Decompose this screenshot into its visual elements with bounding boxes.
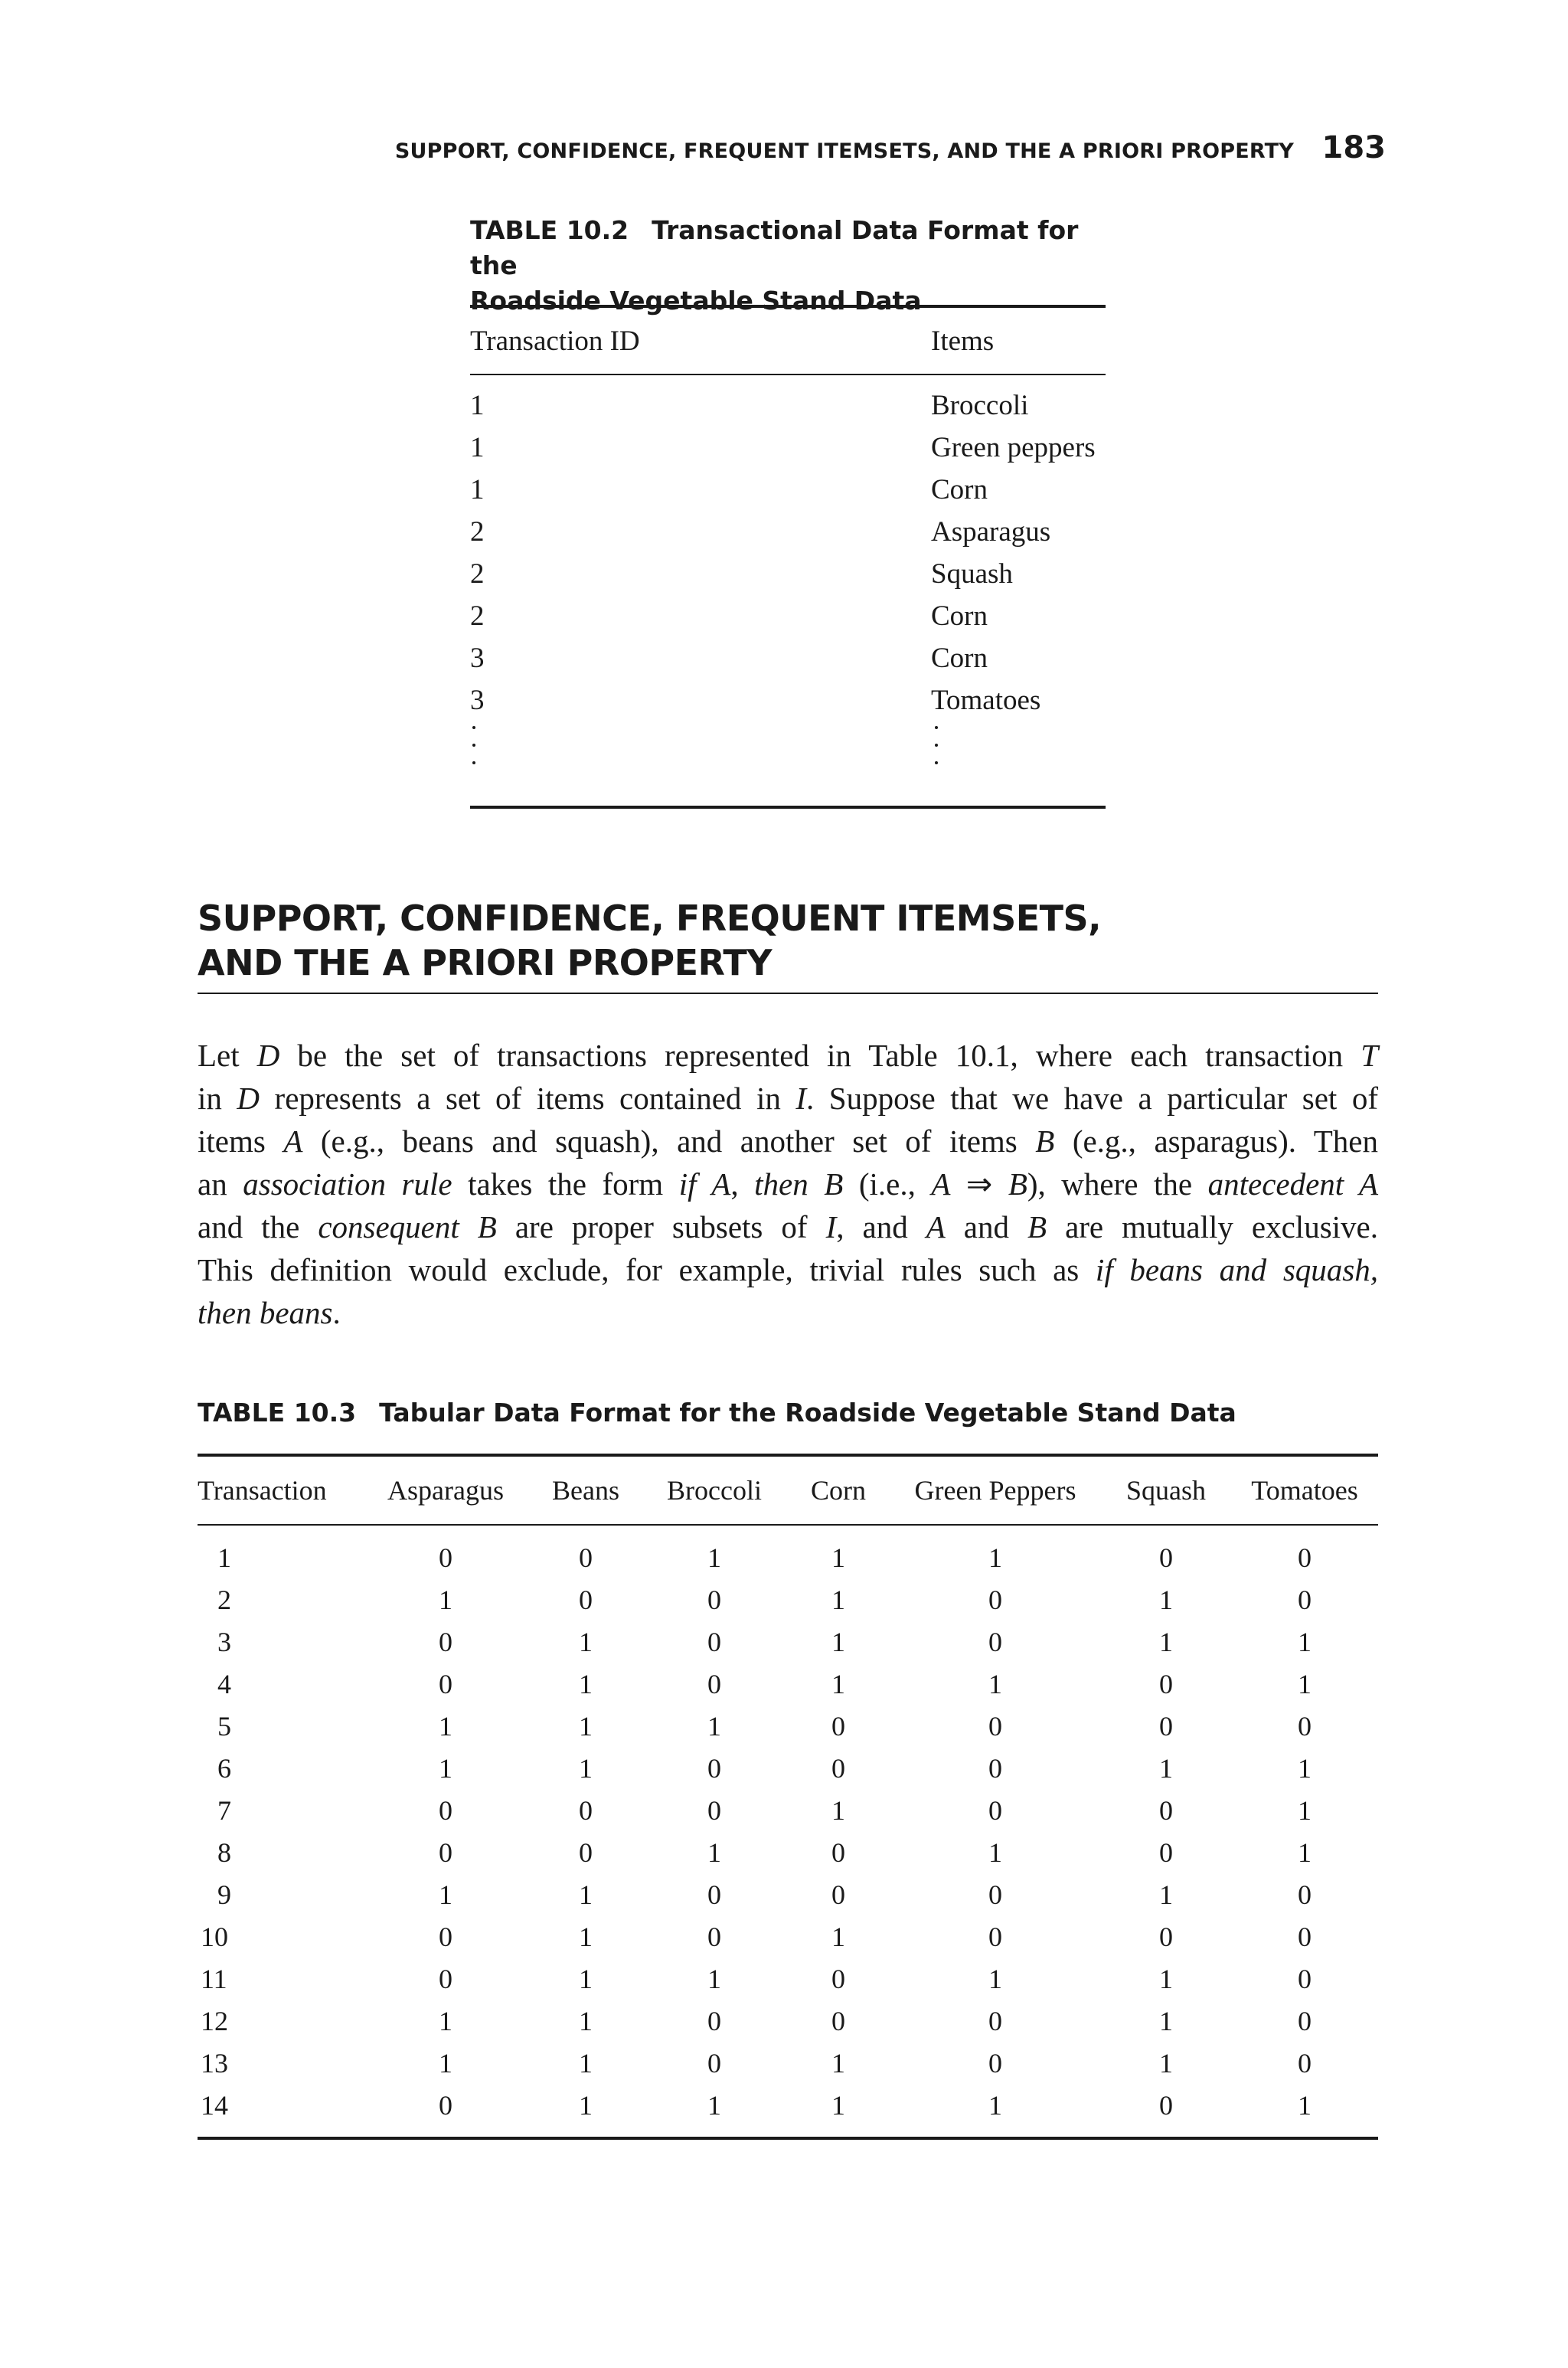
item-flag-cell: 1 — [579, 2005, 593, 2036]
section-heading-line: AND THE A PRIORI PROPERTY — [198, 942, 773, 983]
item-flag-cell: 1 — [988, 1963, 1002, 1994]
column-header: Squash — [1101, 1455, 1231, 1525]
item-flag-cell: 1 — [439, 1710, 452, 1742]
item-flag-cell: 0 — [1159, 1668, 1173, 1699]
column-header: Corn — [787, 1455, 890, 1525]
section-heading-line: SUPPORT, CONFIDENCE, FREQUENT ITEMSETS, — [198, 898, 1102, 939]
cell: Squash — [931, 558, 1013, 590]
paragraph-line: items A (e.g., beans and squash), and another set of items B (e.g., asparagus). Then — [198, 1123, 1379, 1159]
running-head — [394, 130, 1386, 176]
item-flag-cell: 0 — [707, 2047, 721, 2079]
item-flag-cell: 0 — [707, 2005, 721, 2036]
item-flag-cell: 0 — [707, 1584, 721, 1615]
transaction-id-cell: 11 — [201, 1963, 227, 1994]
table-10-2-caption — [470, 213, 1129, 319]
item-flag-cell: 0 — [1298, 1921, 1312, 1952]
item-flag-cell: 1 — [707, 1542, 721, 1573]
item-flag-cell: 0 — [579, 1584, 593, 1615]
paragraph-line: an association rule takes the form if A, then B (i.e., A ⇒ B), where the antecedent A — [198, 1166, 1379, 1202]
item-flag-cell: 1 — [1298, 1668, 1312, 1699]
table-header-row — [198, 1455, 1378, 1525]
item-flag-cell: 1 — [579, 1879, 593, 1910]
transaction-id-cell: 13 — [201, 2047, 228, 2079]
table-body — [470, 375, 1106, 806]
item-flag-cell: 1 — [831, 1626, 845, 1657]
paragraph-line: This definition would exclude, for example, trivial rules such as if beans and squash, — [198, 1252, 1378, 1287]
item-flag-cell: 0 — [439, 1963, 452, 1994]
item-flag-cell: 0 — [1159, 2089, 1173, 2121]
item-flag-cell: 1 — [988, 1668, 1002, 1699]
item-flag-cell: 0 — [579, 1542, 593, 1573]
item-flag-cell: 0 — [707, 1626, 721, 1657]
table-row — [198, 1873, 1378, 1915]
transaction-id-cell: 14 — [201, 2089, 228, 2121]
section-heading — [198, 896, 1378, 994]
item-flag-cell: 0 — [988, 1921, 1002, 1952]
item-flag-cell: 0 — [707, 1752, 721, 1784]
cell: Corn — [931, 643, 988, 674]
running-head-title: SUPPORT, CONFIDENCE, FREQUENT ITEMSETS, AND THE A PRIORI PROPERTY — [394, 139, 1294, 163]
table-header-row — [470, 308, 1106, 375]
item-flag-cell: 0 — [439, 1837, 452, 1868]
item-flag-cell: 0 — [439, 1794, 452, 1826]
item-flag-cell: 0 — [1298, 1963, 1312, 1994]
item-flag-cell: 1 — [831, 1542, 845, 1573]
transaction-id-cell: 8 — [217, 1837, 231, 1868]
table-row — [198, 1705, 1378, 1747]
item-flag-cell: 0 — [988, 1752, 1002, 1784]
cell: 2 — [470, 516, 485, 548]
item-flag-cell: 1 — [831, 1668, 845, 1699]
item-flag-cell: 1 — [707, 2089, 721, 2121]
item-flag-cell: 0 — [988, 1584, 1002, 1615]
item-flag-cell: 0 — [439, 1921, 452, 1952]
cell: Tomatoes — [931, 685, 1041, 716]
vertical-ellipsis-icon — [470, 726, 478, 764]
table-row — [470, 428, 1106, 470]
item-flag-cell: 0 — [579, 1837, 593, 1868]
cell: 2 — [470, 600, 485, 632]
table-row — [198, 2042, 1378, 2084]
transaction-id-cell: 9 — [217, 1879, 231, 1910]
item-flag-cell: 1 — [831, 1794, 845, 1826]
transaction-id-cell: 7 — [217, 1794, 231, 1826]
item-flag-cell: 1 — [439, 2005, 452, 2036]
item-flag-cell: 0 — [1159, 1542, 1173, 1573]
item-flag-cell: 1 — [1298, 1837, 1312, 1868]
table-row — [198, 2000, 1378, 2042]
transaction-id-cell: 10 — [201, 1921, 228, 1952]
item-flag-cell: 1 — [439, 1879, 452, 1910]
transaction-id-cell: 12 — [201, 2005, 228, 2036]
item-flag-cell: 0 — [1159, 1794, 1173, 1826]
item-flag-cell: 0 — [439, 2089, 452, 2121]
item-flag-cell: 0 — [1298, 2047, 1312, 2079]
table-row — [470, 597, 1106, 639]
transaction-id-cell: 4 — [217, 1668, 231, 1699]
item-flag-cell: 0 — [831, 1752, 845, 1784]
table-row — [198, 1621, 1378, 1663]
table-10-3-caption — [198, 1395, 1378, 1431]
item-flag-cell: 0 — [988, 1626, 1002, 1657]
column-header: Asparagus — [361, 1455, 530, 1525]
item-flag-cell: 1 — [707, 1963, 721, 1994]
item-flag-cell: 1 — [831, 1921, 845, 1952]
table-row — [470, 554, 1106, 597]
item-flag-cell: 1 — [1298, 1794, 1312, 1826]
item-flag-cell: 0 — [831, 1837, 845, 1868]
item-flag-cell: 1 — [579, 1626, 593, 1657]
item-flag-cell: 1 — [988, 2089, 1002, 2121]
column-header: Broccoli — [642, 1455, 787, 1525]
item-flag-cell: 1 — [988, 1542, 1002, 1573]
item-flag-cell: 0 — [1298, 2005, 1312, 2036]
item-flag-cell: 1 — [579, 2089, 593, 2121]
item-flag-cell: 1 — [831, 2047, 845, 2079]
item-flag-cell: 0 — [988, 2005, 1002, 2036]
item-flag-cell: 0 — [988, 1710, 1002, 1742]
item-flag-cell: 1 — [1298, 2089, 1312, 2121]
cell: Corn — [931, 474, 988, 505]
table-label: TABLE 10.3 — [198, 1398, 357, 1428]
table-row — [470, 512, 1106, 554]
item-flag-cell: 1 — [1159, 1626, 1173, 1657]
cell: 1 — [470, 474, 485, 505]
table-row — [198, 1747, 1378, 1789]
table-row — [470, 639, 1106, 681]
transaction-id-cell: 1 — [217, 1542, 231, 1573]
item-flag-cell: 0 — [707, 1879, 721, 1910]
cell: 3 — [470, 685, 485, 716]
item-flag-cell: 1 — [1159, 1752, 1173, 1784]
item-flag-cell: 1 — [1159, 1963, 1173, 1994]
transaction-id-cell: 3 — [217, 1626, 231, 1657]
cell: 1 — [470, 390, 485, 421]
table-row — [198, 1663, 1378, 1705]
transaction-id-cell: 2 — [217, 1584, 231, 1615]
item-flag-cell: 0 — [988, 1794, 1002, 1826]
table-row — [198, 1831, 1378, 1873]
column-header: Green Peppers — [890, 1455, 1101, 1525]
item-flag-cell: 1 — [439, 1752, 452, 1784]
item-flag-cell: 0 — [831, 1879, 845, 1910]
item-flag-cell: 0 — [439, 1542, 452, 1573]
table-10-3 — [198, 1454, 1378, 2140]
item-flag-cell: 1 — [439, 2047, 452, 2079]
item-flag-cell: 0 — [579, 1794, 593, 1826]
column-header: Transaction — [198, 1455, 361, 1525]
caption-text: Transactional Data Format for the — [470, 215, 1079, 280]
page-number: 183 — [1321, 130, 1386, 165]
transaction-id-cell: 6 — [217, 1752, 231, 1784]
item-flag-cell: 0 — [831, 1710, 845, 1742]
item-flag-cell: 0 — [707, 1668, 721, 1699]
ellipsis-row — [470, 723, 1106, 765]
table-row — [198, 1915, 1378, 1958]
item-flag-cell: 1 — [579, 1710, 593, 1742]
vertical-ellipsis-icon — [933, 726, 940, 764]
item-flag-cell: 0 — [831, 1963, 845, 1994]
item-flag-cell: 1 — [579, 1752, 593, 1784]
item-flag-cell: 1 — [1298, 1752, 1312, 1784]
cell: Corn — [931, 600, 988, 632]
item-flag-cell: 1 — [1159, 2005, 1173, 2036]
item-flag-cell: 0 — [707, 1794, 721, 1826]
paragraph-line: in D represents a set of items contained in I. Suppose that we have a particular set of — [198, 1081, 1378, 1116]
item-flag-cell: 1 — [579, 1963, 593, 1994]
item-flag-cell: 1 — [1159, 1584, 1173, 1615]
table-row — [470, 681, 1106, 723]
paragraph-line: then beans. — [198, 1295, 341, 1330]
column-header: Transaction ID — [470, 325, 640, 357]
item-flag-cell: 1 — [707, 1837, 721, 1868]
table-row — [470, 470, 1106, 512]
item-flag-cell: 1 — [579, 1668, 593, 1699]
body-paragraph — [198, 1034, 1378, 1334]
cell: Asparagus — [931, 516, 1051, 548]
item-flag-cell: 1 — [707, 1710, 721, 1742]
item-flag-cell: 0 — [831, 2005, 845, 2036]
transaction-id-cell: 5 — [217, 1710, 231, 1742]
item-flag-cell: 0 — [707, 1921, 721, 1952]
item-flag-cell: 0 — [1298, 1542, 1312, 1573]
column-header: Beans — [530, 1455, 642, 1525]
cell: 1 — [470, 432, 485, 463]
cell: 3 — [470, 643, 485, 674]
item-flag-cell: 0 — [439, 1668, 452, 1699]
item-flag-cell: 0 — [439, 1626, 452, 1657]
item-flag-cell: 1 — [579, 2047, 593, 2079]
table-10-2 — [470, 305, 1106, 809]
item-flag-cell: 0 — [1298, 1879, 1312, 1910]
item-flag-cell: 0 — [988, 1879, 1002, 1910]
item-flag-cell: 0 — [988, 2047, 1002, 2079]
item-flag-cell: 1 — [439, 1584, 452, 1615]
table-body — [198, 1525, 1378, 2138]
item-flag-cell: 0 — [1159, 1837, 1173, 1868]
item-flag-cell: 1 — [1298, 1626, 1312, 1657]
caption-text: Roadside Vegetable Stand Data — [470, 286, 922, 316]
paragraph-line: and the consequent B are proper subsets of I, and A and B are mutually exclusive. — [198, 1209, 1378, 1245]
table-label: TABLE 10.2 — [470, 215, 629, 245]
cell: Green peppers — [931, 432, 1096, 463]
caption-text: Tabular Data Format for the Roadside Vegetable Stand Data — [379, 1398, 1236, 1428]
item-flag-cell: 1 — [1159, 2047, 1173, 2079]
item-flag-cell: 1 — [831, 1584, 845, 1615]
table-row — [198, 1958, 1378, 2000]
item-flag-cell: 1 — [579, 1921, 593, 1952]
table-row — [198, 1525, 1378, 1578]
column-header: Items — [931, 325, 995, 357]
table-row — [470, 386, 1106, 428]
item-flag-cell: 1 — [1159, 1879, 1173, 1910]
table-row — [198, 1578, 1378, 1621]
table-row — [198, 1789, 1378, 1831]
item-flag-cell: 0 — [1298, 1710, 1312, 1742]
item-flag-cell: 1 — [988, 1837, 1002, 1868]
paragraph-line: Let D be the set of transactions represented in Table 10.1, where each transaction T — [198, 1038, 1378, 1073]
column-header: Tomatoes — [1231, 1455, 1378, 1525]
item-flag-cell: 1 — [831, 2089, 845, 2121]
item-flag-cell: 0 — [1298, 1584, 1312, 1615]
cell: Broccoli — [931, 390, 1029, 421]
item-flag-cell: 0 — [1159, 1921, 1173, 1952]
item-flag-cell: 0 — [1159, 1710, 1173, 1742]
table-row — [198, 2084, 1378, 2138]
cell: 2 — [470, 558, 485, 590]
